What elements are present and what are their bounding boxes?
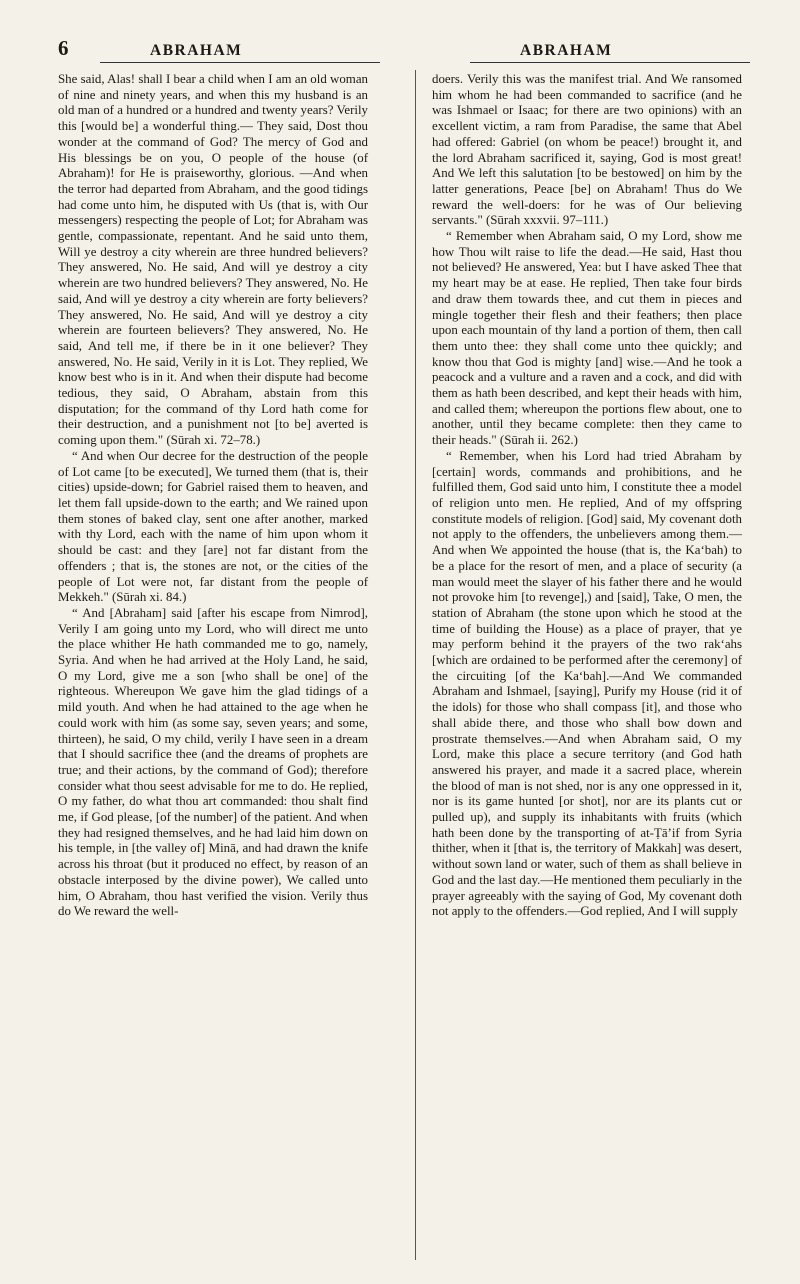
right-column [432,72,742,920]
paragraph: “ Remember when Abraham said, O my Lord, show me how Thou wilt raise to life the dead.—He said, Hast thou not believed? He answered, Yea: but I have asked Thee that my heart may be at ease. He replied, Then take four birds and draw them towards thee, and cut them in pieces and mingle together their flesh and their feathers; then place upon each mountain of thy land a portion of them, then call them unto thee: they shall come unto thee quickly; and know thou that God is mighty [and] wise.—And he took a peacock and a vulture and a raven and a cock, and did with them as hath been described, and kept their heads with him, and called them; whereupon the portions flew about, one to another, until they became complete: then they came to their heads." (Sūrah ii. 262.) [432,229,742,448]
column-divider [415,70,416,1260]
paragraph: “ And [Abraham] said [after his escape from Nimrod], Verily I am going unto my Lord, who will direct me unto the place whither He hath commanded me to go, namely, Syria. And when he had arrived at the Holy Land, he said, O my Lord, give me a son [who shall be one] of the righteous. Whereupon We gave him the glad tidings of a mild youth. And when he had attained to the age when he could work with him (as some say, seven years; and some, thirteen), he said, O my child, verily I have seen in a dream that I should sacrifice thee (and the dreams of prophets are true; and their actions, by the command of God); therefore consider what thou seest advisable for me to do. He replied, O my father, do what thou art commanded: thou shalt find me, if God please, [of the number] of the patient. And when they had resigned themselves, and he had laid him down on his temple, in [the valley of] Minā, and had drawn the knife across his throat (but it produced no effect, by reason of an obstacle interposed by the divine power), We called unto him, O Abraham, thou hast verified the vision. Verily thus do We reward the well- [58,605,368,919]
page-number: 6 [58,36,69,60]
running-header-right: ABRAHAM [520,42,613,59]
paragraph: She said, Alas! shall I bear a child when I am an old woman of nine and ninety years, and when this my husband is an old man of a hundred or a hundred and twenty years? Verily this [would be] a wonderful thing.— They said, Dost thou wonder at the command of God? The mercy of God and His blessings be on you, O people of the house (of Abraham)! for He is praiseworthy, glorious. —And when the terror had departed from Abraham, and the good tidings had come unto him, he disputed with Us (that is, with Our messengers) respecting the people of Lot; for Abraham was gentle, compassionate, repentant. And he said unto them, Will ye destroy a city wherein are three hundred believers? They answered, No. He said, And will ye destroy a city wherein are two hundred believers? They answered, No. He said, And will ye destroy a city wherein are forty believers? They answered, No. He said, And will ye destroy a city wherein are fourteen believers? They answered, No. He said, And tell me, if there be in it one believer? They answered, No. He said, Verily in it is Lot. They replied, We know best who is in it. And when their dispute had become tedious, they said, O Abraham, abstain from this disputation; for the command of thy Lord hath come for their destruction, and a punishment not [to be] averted is coming upon them." (Sūrah xi. 72–78.) [58,72,368,448]
running-header-left: ABRAHAM [150,42,243,59]
paragraph: “ Remember, when his Lord had tried Abraham by [certain] words, commands and prohibitions, and he fulfilled them, God said unto him, I constitute thee a model of religion unto men. He replied, And of my offspring constitute models of religion. [God] said, My covenant doth not apply to the offenders, the unbelievers among them.—And when We appointed the house (that is, the Ka‘bah) to be a place for the resort of men, and a place of security (a man would meet the slayer of his father there and he would not provoke him [to revenge],) and [said], Take, O men, the station of Abraham (the stone upon which he stood at the time of building the House) as a place of prayer, that ye may perform behind it the prayers of the two rak‘ahs [which are ordained to be performed after the ceremony] of the circuiting [of the Ka‘bah].—And We commanded Abraham and Ishmael, [saying], Purify my House (rid it of the idols) for those who shall compass [it], and those who shall abide there, and those who shall bow down and prostrate themselves.—And when Abraham said, O my Lord, make this place a secure territory (and God hath answered his prayer, and made it a sacred place, wherein the blood of man is not shed, nor is any one oppressed in it, nor is its game hunted [or shot], nor are its plants cut or pulled up), and supply its inhabitants with fruits (which hath been done by the transporting of at-Ṭā’if from Syria thither, when it [that is, the territory of Makkah] was desert, without sown land or water, such of them as shall believe in God and the last day.—He mentioned them peculiarly in the prayer agreeably with the saying of God, My covenant doth not apply to the offenders.—God replied, And I will supply [432,448,742,919]
paragraph: doers. Verily this was the manifest trial. And We ransomed him whom he had been commanded to sacrifice (and he was Ishmael or Isaac; for there are two opinions) with an excellent victim, a ram from Paradise, the same that Abel had offered: Gabriel (on whom be peace!) brought it, and the lord Abraham sacrificed it, saying, God is most great! And We left this salutation [to be bestowed] on him by the latter generations, Peace [be] on Abraham! Thus do We reward the well-doers: for he was of Our believing servants." (Sūrah xxxvii. 97–111.) [432,72,742,228]
header-rule-right [470,62,750,63]
paragraph: “ And when Our decree for the destruction of the people of Lot came [to be executed], We turned them (that is, their cities) upside-down; for Gabriel raised them to heaven, and let them fall upside-down to the earth; and We rained upon them stones of baked clay, sent one after another, marked with thy Lord, each with the name of him upon whom it should be cast: and they [are] not far distant from the offenders ; that is, the stones are not, or the cities of the people of Lot were not, far distant from the people of Mekkeh." (Sūrah xi. 84.) [58,448,368,605]
left-column [58,72,368,920]
header-rule-left [100,62,380,63]
